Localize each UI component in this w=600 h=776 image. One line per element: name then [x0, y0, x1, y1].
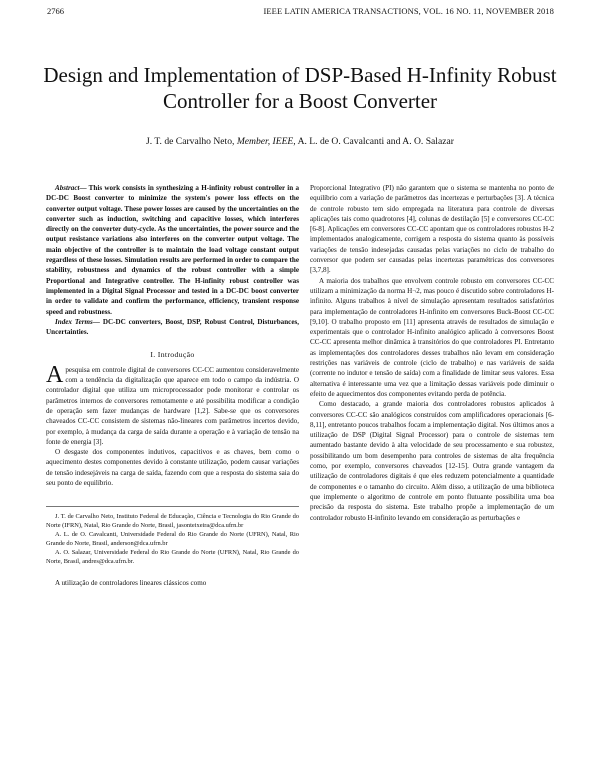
intro-paragraph-3: A utilização de controladores lineares clássicos como [55, 579, 207, 588]
intro-paragraph-2: O desgaste dos componentes indutivos, capacitivos e as chaves, bem como o aquecimento destes componentes devido à constante utilização, podem causar variações de tensão indesejáveis na carga de saída, fazendo com que a resposta do sistema saia do seu ponto de equilíbrio. [46, 448, 299, 488]
left-column [46, 183, 299, 589]
author-membership: Member, IEEE [236, 136, 294, 147]
drop-cap: A [46, 361, 64, 388]
index-terms-lead: Index Terms [55, 317, 93, 326]
footnote-1: J. T. de Carvalho Neto, Instituto Federal de Educação, Ciência e Tecnologia do Rio Grande do Norte (IFRN), Natal, Rio Grande do Norte, Brasil, jasonteixeira@dca.ufrn.br [46, 513, 299, 530]
author-line [40, 136, 560, 147]
intro-paragraph-1-text: pesquisa em controle digital de conversores CC-CC aumentou consideravelmente com a tendência da digitalização que aparece em todo o campo da indústria. O controlador digital que utiliza um microprocessador pode monitorar e controlar os parâmetros internos de conversores remotamente e até possibilita modificar a condição de operação sem fazer mudanças de hardware [1,2]. Sabe-se que os conversores chaveados CC-CC consistem de sistemas não-lineares com parâmetros incertos devido, por exemplo, à mudança da carga de saída durante a operação e à variação de tensão na fonte de energia [3]. [46, 365, 299, 446]
page-number: 2766 [47, 6, 64, 16]
right-paragraph-2: A maioria dos trabalhos que envolvem controle robusto em conversores CC-CC utilizam a minimização da norma H¬2, mas pouco é discutido sobre controladores H-infinito. Alguns trabalhos à nível de simulação apresentam resultados satisfatórios para implementação de controladores H-infinito em conversores Buck-Boost CC-CC [9,10]. O trabalho proposto em [11] apresenta através de resultados de simulação e experimentais que o controlador H-infinito analógico aplicado à conversores Boost CC-CC apresenta melhor dinâmica à transitórios do que controladores PI. Entretanto as implementações dos controladores desses trabalhos não levam em consideração restrições nas variáveis de controle (ciclo de trabalho) e nas variáveis de saída (corrente no indutor e tensão de saída) com a finalidade de limitar seus valores. Essa alternativa é interessante uma vez que a limitação dessas variáveis pode diminuir o efeito de aquecimentos dos componentes evitando perda de potência. [310, 276, 554, 398]
abstract-lead: Abstract [55, 184, 80, 192]
section-heading-introduction: I. Introdução [150, 350, 195, 360]
right-column [310, 183, 554, 523]
author-footnotes [46, 506, 299, 566]
footnote-3: A. O. Salazar, Universidade Federal do Rio Grande do Norte (UFRN), Natal, Rio Grande do Norte, Brasil, andres@dca.ufrn.br. [46, 549, 299, 566]
journal-header: IEEE LATIN AMERICA TRANSACTIONS, VOL. 16 NO. 11, NOVEMBER 2018 [263, 6, 554, 16]
index-terms [46, 317, 299, 338]
author-names-1: J. T. de Carvalho Neto, [146, 136, 237, 147]
intro-paragraph-1 [46, 361, 299, 447]
paper-title: Design and Implementation of DSP-Based H-Infinity Robust Controller for a Boost Converter [43, 63, 557, 113]
index-terms-text: — DC-DC converters, Boost, DSP, Robust Control, Disturbances, Uncertainties. [46, 317, 299, 337]
abstract-text: — This work consists in synthesizing a H-infinity robust controller in a DC-DC Boost converter to minimize the system's power loss effects on the converter output voltage. These power losses are caused by the uncertainties on the converter such as induction, switching and capacitive losses, which interferes directly on the converter duty-cycle. As the uncertainties, the power source and the output resistance variations also interferes on the converter output voltage. The main objective of the controller is to maintain the load voltage constant output regardless of these losses. Simulation results are performed in order to compare the stability, robustness and dynamics of the robust controller with a simple Proportional and Integrative controller. The H-infinity robust controller was implemented in a Digital Signal Processor and tested in a DC-DC boost converter in order to validate and confirm the performance, efficiency, transient response speed and robustness. [46, 184, 299, 316]
footnote-2: A. L. de O. Cavalcanti, Universidade Federal do Rio Grande do Norte (UFRN), Natal, Rio Grande do Norte, Brasil, anderson@dca.ufrn.br [46, 531, 299, 548]
right-paragraph-1: Proporcional Integrativo (PI) não garantem que o sistema se mantenha no ponto de equilíbrio com a variação de parâmetros das incertezas e perturbações [3]. A técnica de controle robusto tem sido empregada na literatura para controle de diversas aplicações tais como quadrotores [4], colunas de destilação [5] e conversores CC-CC [6-8]. Aplicações em conversores CC-CC apontam que os controladores robustos H-2 implementados analogicamente, corrigem a resposta do sistema quanto às possíveis variações de tensão indesejadas causadas pelas variações no ciclo de trabalho do conversor que podem ser causadas pelas incertezas paramétricas dos conversores [3,7,8]. [310, 184, 554, 275]
right-paragraph-3: Como destacado, a grande maioria dos controladores robustos aplicados à conversores CC-CC são analógicos construídos com amplificadores operacionais [6-8,11], entretanto poucos trabalhos focam a implementação digital. Nos últimos anos a utilização de DSP (Digital Signal Processor) para o controle de sistemas tem aumentado bastante devido à alta velocidade de seu processamento e sua robustez, possibilitando um bom desempenho para controles de sistemas de alta frequência como, por exemplo, conversores chaveados [12-15]. Outra grande vantagem da utilização de controladores digitais é que eles reduzem potencialmente a quantidade de componentes e o tamanho do circuito. Além disso, a utilização de uma biblioteca que implemente o algoritmo de controle em ponto flutuante possibilita uma boa precisão da resposta do sistema. Este trabalho propõe a implementação de um controlador robusto H-infinito levando em consideração as perturbações e [310, 400, 554, 522]
author-names-2: , A. L. de O. Cavalcanti and A. O. Salazar [293, 136, 454, 147]
abstract [46, 183, 299, 317]
